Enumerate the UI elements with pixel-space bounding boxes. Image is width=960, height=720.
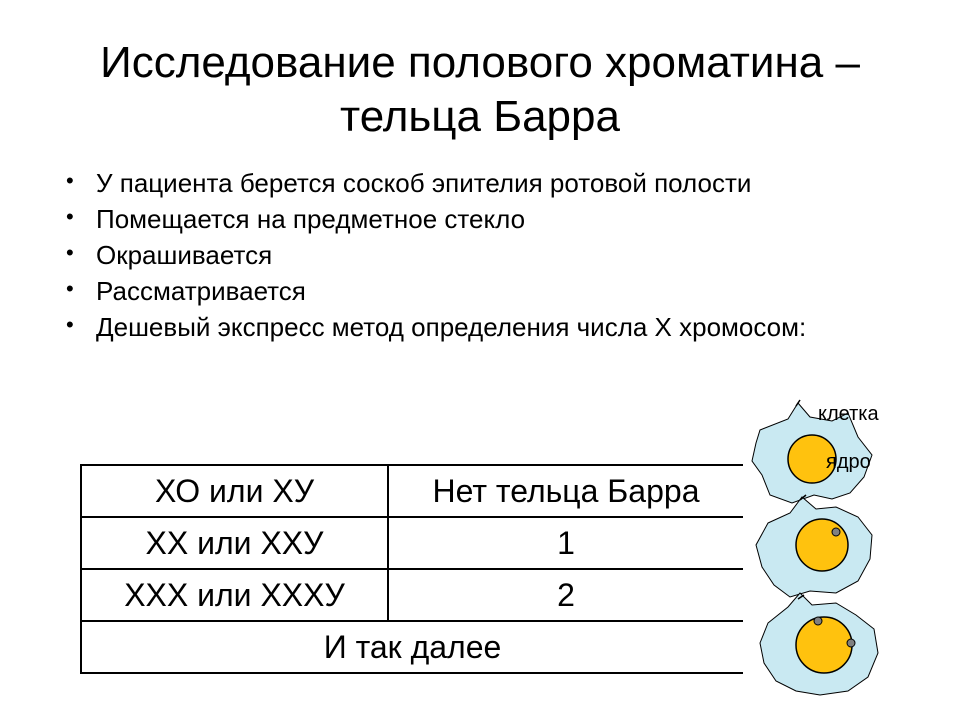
cell-label: клетка [818, 403, 879, 425]
bullet-item [60, 206, 820, 232]
bullet-text: Окрашивается [96, 240, 273, 270]
karyotype-cell: ХХХ или ХХХУ [81, 569, 388, 621]
bullet-dot-icon: • [66, 276, 74, 301]
karyotype-cell: ХХ или ХХУ [81, 517, 388, 569]
barr-body-shape [814, 617, 822, 625]
epithelial-cell-2 [756, 497, 872, 597]
table-footer-cell: И так далее [81, 621, 743, 673]
nucleus-shape [796, 617, 852, 673]
barr-count-cell: Нет тельца Барра [388, 465, 743, 517]
barr-body-shape [847, 639, 855, 647]
bullet-item [60, 242, 820, 268]
nucleus-label: ядро [826, 451, 871, 473]
barr-body-shape [832, 528, 840, 536]
barr-count-cell: 1 [388, 517, 743, 569]
bullet-text: Помещается на предметное стекло [96, 204, 526, 234]
table-row [81, 569, 743, 621]
bullet-text: У пациента берется соскоб эпителия ротовой полости [96, 168, 752, 198]
table-footer-row [81, 621, 743, 673]
cell-diagram [740, 395, 900, 705]
slide-title: Исследование полового хроматина – тельца Барра [100, 38, 860, 141]
table-row [81, 465, 743, 517]
bullet-dot-icon: • [66, 204, 74, 229]
bullet-item [60, 278, 820, 304]
bullet-dot-icon: • [66, 240, 74, 265]
bullet-item [60, 170, 820, 196]
bullet-item [60, 314, 820, 340]
bullet-text: Рассматривается [96, 276, 306, 306]
bullet-dot-icon: • [66, 312, 74, 337]
nucleus-shape [796, 519, 848, 571]
karyotype-cell: ХО или ХУ [81, 465, 388, 517]
bullet-dot-icon: • [66, 168, 74, 193]
barr-body-table [80, 464, 743, 674]
bullet-list [60, 170, 820, 350]
epithelial-cell-3 [760, 593, 878, 695]
barr-count-cell: 2 [388, 569, 743, 621]
table-row [81, 517, 743, 569]
cell-diagram-svg [740, 395, 900, 705]
bullet-text: Дешевый экспресс метод определения числа Х хромосом: [96, 312, 807, 342]
